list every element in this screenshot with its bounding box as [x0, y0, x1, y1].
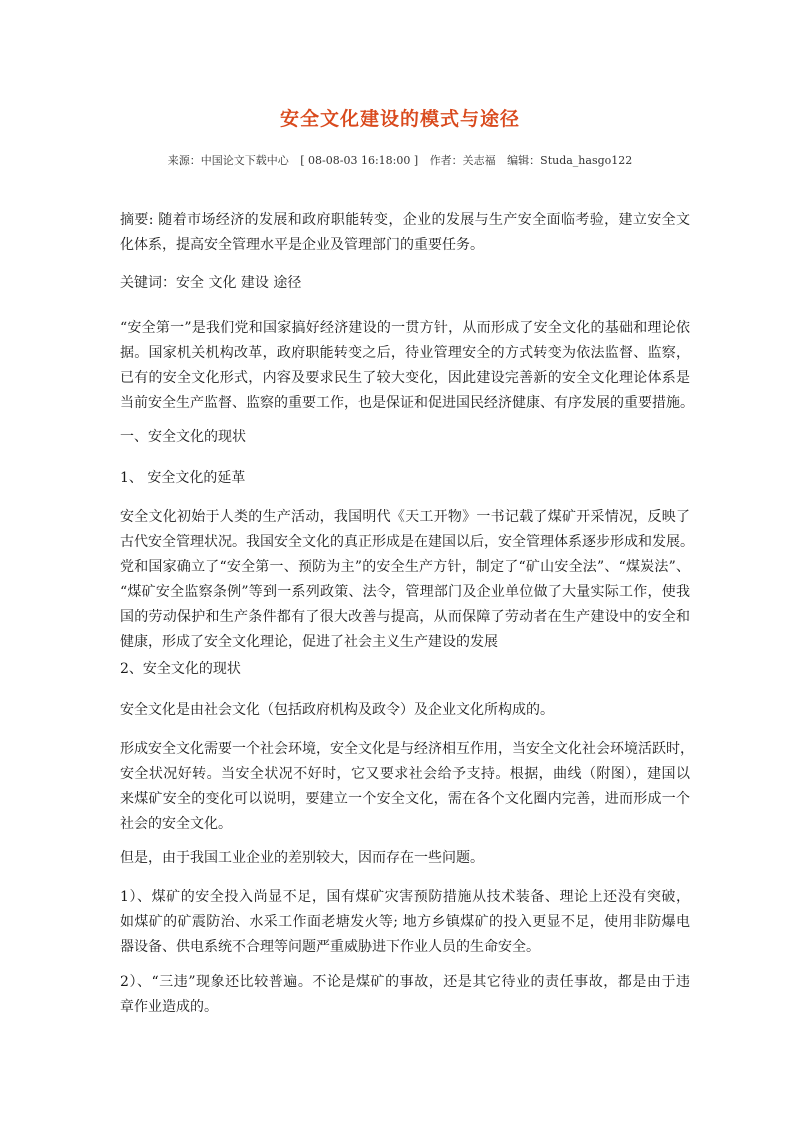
history-line: 安全文化初始于人类的生产活动，我国明代《天工开物》一书记载了煤矿开采情况，反映了 — [120, 509, 690, 525]
intro-paragraph — [120, 316, 694, 416]
environment-line: 形成安全文化需要一个社会环境，安全文化是与经济相互作用，当安全文化社会环境活跃时， — [120, 741, 694, 757]
intro-line: 已有的安全文化形式，内容及要求民生了较大变化，因此建设完善新的安全文化理论体系是 — [120, 370, 690, 386]
history-line: 健康，形成了安全文化理论，促进了社会主义生产建设的发展 — [120, 634, 498, 650]
environment-line: 来煤矿安全的变化可以说明，要建立一个安全文化，需在各个文化圈内完善，进而形成一个 — [120, 791, 690, 807]
subsection-heading: 1、 安全文化的延革 — [120, 470, 246, 486]
environment-line: 社会的安全文化。 — [120, 816, 232, 832]
environment-paragraph — [120, 737, 694, 837]
abstract-paragraph — [120, 208, 690, 258]
keywords-line: 关键词：安全 文化 建设 途径 — [120, 275, 302, 291]
history-line: “煤矿安全监察条例”等到一系列政策、法令，管理部门及企业单位做了大量实际工作，使我 — [120, 584, 690, 600]
history-paragraph — [120, 505, 694, 655]
intro-line: 当前安全生产监督、监察的重要工作，也是保证和促进国民经济健康、有序发展的重要措施。 — [120, 395, 694, 411]
problem-line: 器设备、供电系统不合理等问题严重威胁进下作业人员的生命安全。 — [120, 939, 540, 955]
section-heading: 一、安全文化的现状 — [120, 429, 246, 445]
meta-source: 来源：中国论文下载中心 — [167, 154, 289, 167]
problem-line: 如煤矿的矿震防治、水采工作面老塘发火等; 地方乡镇煤矿的投入更显不足，使用非防爆电 — [120, 914, 690, 930]
problem-line: 章作业造成的。 — [120, 999, 218, 1015]
intro-line: 据。国家机关机构改革，政府职能转变之后，待业管理安全的方式转变为依法监督、监察， — [120, 345, 690, 361]
problem-item-2 — [120, 970, 690, 1020]
subsection-heading: 2、安全文化的现状 — [120, 661, 241, 677]
intro-line: “安全第一”是我们党和国家搞好经济建设的一贯方针，从而形成了安全文化的基础和理论依 — [120, 320, 690, 336]
history-line: 古代安全管理状况。我国安全文化的真正形成是在建国以后，安全管理体系逐步形成和发展。 — [120, 534, 694, 550]
problem-line: 1）、煤矿的安全投入尚显不足，国有煤矿灾害预防措施从技术装备、理论上还没有突破， — [120, 889, 690, 905]
article-title: 安全文化建设的模式与途径 — [279, 108, 520, 130]
article-meta — [0, 152, 800, 168]
meta-editor: 编辑：Studa_hasgo122 — [507, 154, 633, 167]
history-line: 党和国家确立了“安全第一、预防为主”的安全生产方针，制定了“矿山安全法”、“煤炭法”、 — [120, 559, 690, 575]
meta-date: [ 08-08-03 16:18:00 ] — [300, 154, 419, 167]
history-line: 国的劳动保护和生产条件都有了很大改善与提高，从而保障了劳动者在生产建设中的安全和 — [120, 609, 690, 625]
abstract-line: 化体系，提高安全管理水平是企业及管理部门的重要任务。 — [120, 237, 484, 253]
meta-author: 作者：关志福 — [429, 154, 496, 167]
problem-item-1 — [120, 885, 690, 960]
problems-intro: 但是，由于我国工业企业的差别较大，因而存在一些问题。 — [120, 850, 484, 866]
abstract-line: 摘要: 随着市场经济的发展和政府职能转变，企业的发展与生产安全面临考验，建立安全文 — [120, 212, 690, 228]
environment-line: 安全状况好转。当安全状况不好时，它又要求社会给予支持。根据，曲线（附图），建国以 — [120, 766, 690, 782]
problem-line: 2）、“三违”现象还比较普遍。不论是煤矿的事故，还是其它待业的责任事故，都是由于违 — [120, 974, 690, 990]
status-paragraph: 安全文化是由社会文化（包括政府机构及政令）及企业文化所构成的。 — [120, 702, 554, 718]
